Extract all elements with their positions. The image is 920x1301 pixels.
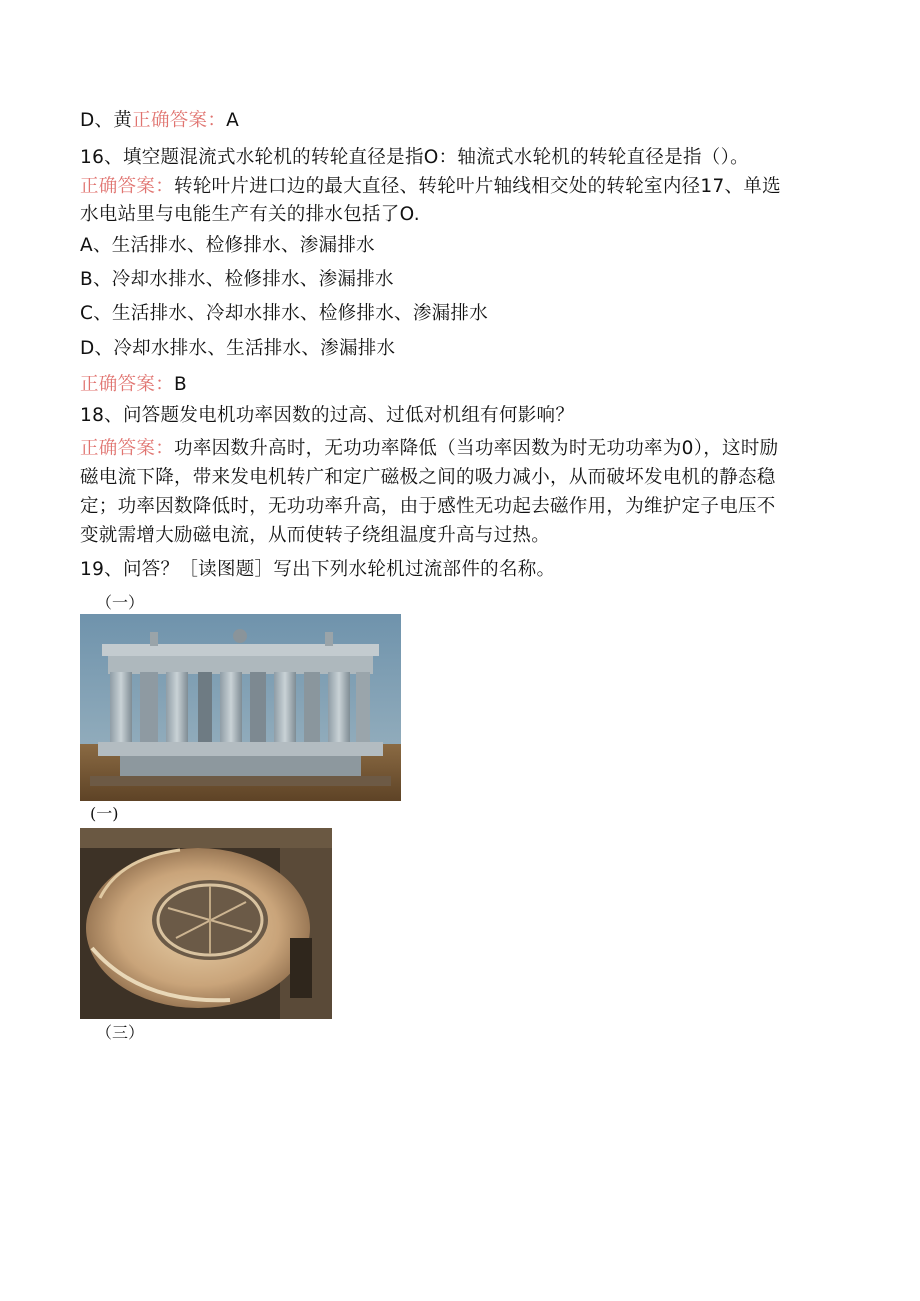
option-c: C、生活排水、冷却水排水、检修排水、渗漏排水 (80, 303, 489, 324)
question-18-answer-line-3: 定；功率因数降低时，无功功率升高，由于感性无功起去磁作用，为维护定子电压不 (80, 496, 776, 517)
question-18-answer-line-2: 磁电流下降，带来发电机转广和定广磁极之间的吸力减小，从而破坏发电机的静态稳 (80, 467, 776, 488)
answer-value: A (226, 110, 240, 131)
question-16: 16、填空题混流式水轮机的转轮直径是指O：轴流式水轮机的转轮直径是指（）。 (80, 147, 749, 168)
figure-caption-1: （一） (96, 593, 145, 612)
question-18-answer-line-4: 变就需增大励磁电流，从而使转子绕组温度升高与过热。 (80, 525, 551, 546)
answer-label: 正确答案： (80, 438, 175, 459)
question-18-answer-line-1 (80, 437, 778, 461)
answer-label: 正确答案： (80, 176, 175, 197)
option-b: B、冷却水排水、检修排水、渗漏排水 (80, 269, 394, 290)
question-16-answer-line (80, 175, 781, 199)
question-18: 18、问答题发电机功率因数的过高、过低对机组有何影响？ (80, 405, 575, 426)
figure-caption-2: (一) (90, 804, 119, 823)
question-17: 水电站里与电能生产有关的排水包括了O. (80, 204, 420, 225)
answer-value: B (174, 374, 188, 395)
figure-caption-3: （三） (96, 1023, 145, 1042)
option-d-text: D、黄 (80, 110, 133, 131)
option-d-line (80, 109, 239, 133)
spiral-case-photo (80, 828, 332, 1019)
question-17-answer-line (80, 373, 187, 397)
answer-text: 功率因数升高时，无功功率降低（当功率因数为时无功功率为0），这时励 (174, 438, 779, 459)
answer-label: 正确答案： (132, 110, 227, 131)
question-19: 19、问答？［读图题］写出下列水轮机过流部件的名称。 (80, 559, 556, 580)
option-a: A、生活排水、检修排水、渗漏排水 (80, 235, 375, 256)
option-d: D、冷却水排水、生活排水、渗漏排水 (80, 338, 396, 359)
answer-text: 转轮叶片进口边的最大直径、转轮叶片轴线相交处的转轮室内径17、单选 (174, 176, 781, 197)
turbine-distributor-photo (80, 614, 401, 801)
answer-label: 正确答案： (80, 374, 175, 395)
